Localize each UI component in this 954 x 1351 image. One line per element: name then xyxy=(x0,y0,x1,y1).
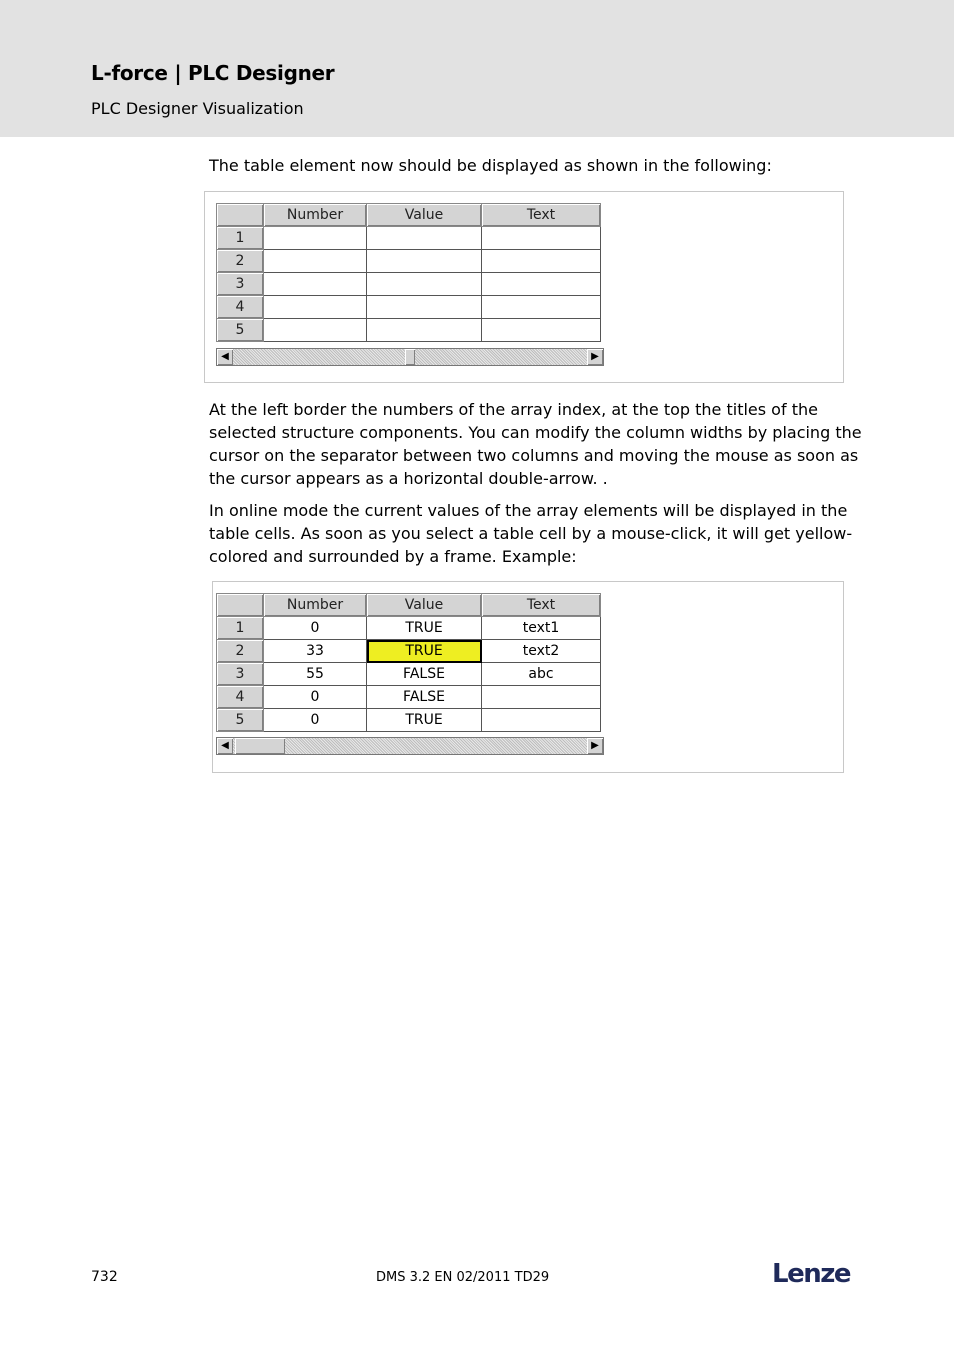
table-row xyxy=(217,227,601,250)
row-index: 3 xyxy=(217,273,264,296)
text-line: cursor on the separator between two columns and moving the mouse as soon as xyxy=(209,446,859,465)
table-cell[interactable] xyxy=(482,319,601,342)
table-corner xyxy=(217,594,264,617)
row-index: 2 xyxy=(217,640,264,663)
page-header xyxy=(0,0,954,137)
table-cell[interactable] xyxy=(482,296,601,319)
row-index: 1 xyxy=(217,617,264,640)
row-index: 4 xyxy=(217,296,264,319)
table-cell[interactable] xyxy=(367,273,482,296)
row-index: 2 xyxy=(217,250,264,273)
table-cell[interactable]: TRUE xyxy=(367,709,482,732)
table-cell[interactable]: abc xyxy=(482,663,601,686)
column-header-number[interactable]: Number xyxy=(264,594,367,617)
table-cell[interactable] xyxy=(264,319,367,342)
table-cell[interactable] xyxy=(367,296,482,319)
table-row xyxy=(217,273,601,296)
row-index: 4 xyxy=(217,686,264,709)
table-cell[interactable]: 0 xyxy=(264,686,367,709)
table-cell[interactable] xyxy=(367,250,482,273)
table-cell[interactable] xyxy=(482,709,601,732)
online-mode-paragraph xyxy=(209,499,852,568)
table-online xyxy=(216,593,601,732)
table-row xyxy=(217,709,601,732)
doc-subtitle: PLC Designer Visualization xyxy=(91,99,304,118)
table-row xyxy=(217,686,601,709)
column-header-text[interactable]: Text xyxy=(482,204,601,227)
row-index: 5 xyxy=(217,709,264,732)
table-header-row xyxy=(217,594,601,617)
document-id: DMS 3.2 EN 02/2011 TD29 xyxy=(376,1270,550,1285)
column-header-text[interactable]: Text xyxy=(482,594,601,617)
text-line: selected structure components. You can modify the column widths by placing the xyxy=(209,423,862,442)
table-cell[interactable]: FALSE xyxy=(367,663,482,686)
intro-paragraph: The table element now should be displayed as shown in the following: xyxy=(209,156,772,175)
table-cell[interactable]: 33 xyxy=(264,640,367,663)
scroll-thumb[interactable] xyxy=(235,738,285,754)
scroll-left-arrow-icon[interactable]: ◀ xyxy=(217,349,233,365)
text-line: the cursor appears as a horizontal double-arrow. . xyxy=(209,469,608,488)
scroll-right-arrow-icon[interactable]: ▶ xyxy=(587,349,603,365)
table-cell[interactable]: 0 xyxy=(264,709,367,732)
table-row xyxy=(217,296,601,319)
description-paragraph xyxy=(209,398,862,490)
table-cell[interactable] xyxy=(367,319,482,342)
column-header-number[interactable]: Number xyxy=(264,204,367,227)
table-cell[interactable]: TRUE xyxy=(367,617,482,640)
table-cell[interactable]: text1 xyxy=(482,617,601,640)
column-header-value[interactable]: Value xyxy=(367,594,482,617)
table-empty xyxy=(216,203,601,342)
table-cell[interactable] xyxy=(264,296,367,319)
table-cell[interactable]: text2 xyxy=(482,640,601,663)
selected-table-cell[interactable]: TRUE xyxy=(367,640,482,663)
lenze-logo: Lenze xyxy=(772,1259,850,1289)
table-cell[interactable] xyxy=(264,227,367,250)
table-row xyxy=(217,250,601,273)
table-cell[interactable] xyxy=(482,686,601,709)
table-cell[interactable] xyxy=(367,227,482,250)
table-header-row xyxy=(217,204,601,227)
column-header-value[interactable]: Value xyxy=(367,204,482,227)
scroll-right-arrow-icon[interactable]: ▶ xyxy=(587,738,603,754)
text-line: colored and surrounded by a frame. Example: xyxy=(209,547,577,566)
scroll-thumb[interactable] xyxy=(405,349,415,365)
text-line: table cells. As soon as you select a table cell by a mouse-click, it will get yellow- xyxy=(209,524,853,543)
table-cell[interactable] xyxy=(264,273,367,296)
scroll-left-arrow-icon[interactable]: ◀ xyxy=(217,738,233,754)
table-row xyxy=(217,640,601,663)
horizontal-scrollbar-1[interactable] xyxy=(216,348,604,366)
row-index: 1 xyxy=(217,227,264,250)
table-cell[interactable] xyxy=(264,250,367,273)
table-row xyxy=(217,617,601,640)
table-corner xyxy=(217,204,264,227)
text-line: At the left border the numbers of the array index, at the top the titles of the xyxy=(209,400,818,419)
table-cell[interactable] xyxy=(482,273,601,296)
row-index: 3 xyxy=(217,663,264,686)
horizontal-scrollbar-2[interactable] xyxy=(216,737,604,755)
table-cell[interactable]: 55 xyxy=(264,663,367,686)
table-cell[interactable] xyxy=(482,250,601,273)
table-cell[interactable]: 0 xyxy=(264,617,367,640)
row-index: 5 xyxy=(217,319,264,342)
table-row xyxy=(217,663,601,686)
table-cell[interactable] xyxy=(482,227,601,250)
table-cell[interactable]: FALSE xyxy=(367,686,482,709)
page-number: 732 xyxy=(91,1269,118,1285)
text-line: In online mode the current values of the array elements will be displayed in the xyxy=(209,501,848,520)
doc-title: L-force | PLC Designer xyxy=(91,61,335,85)
table-row xyxy=(217,319,601,342)
